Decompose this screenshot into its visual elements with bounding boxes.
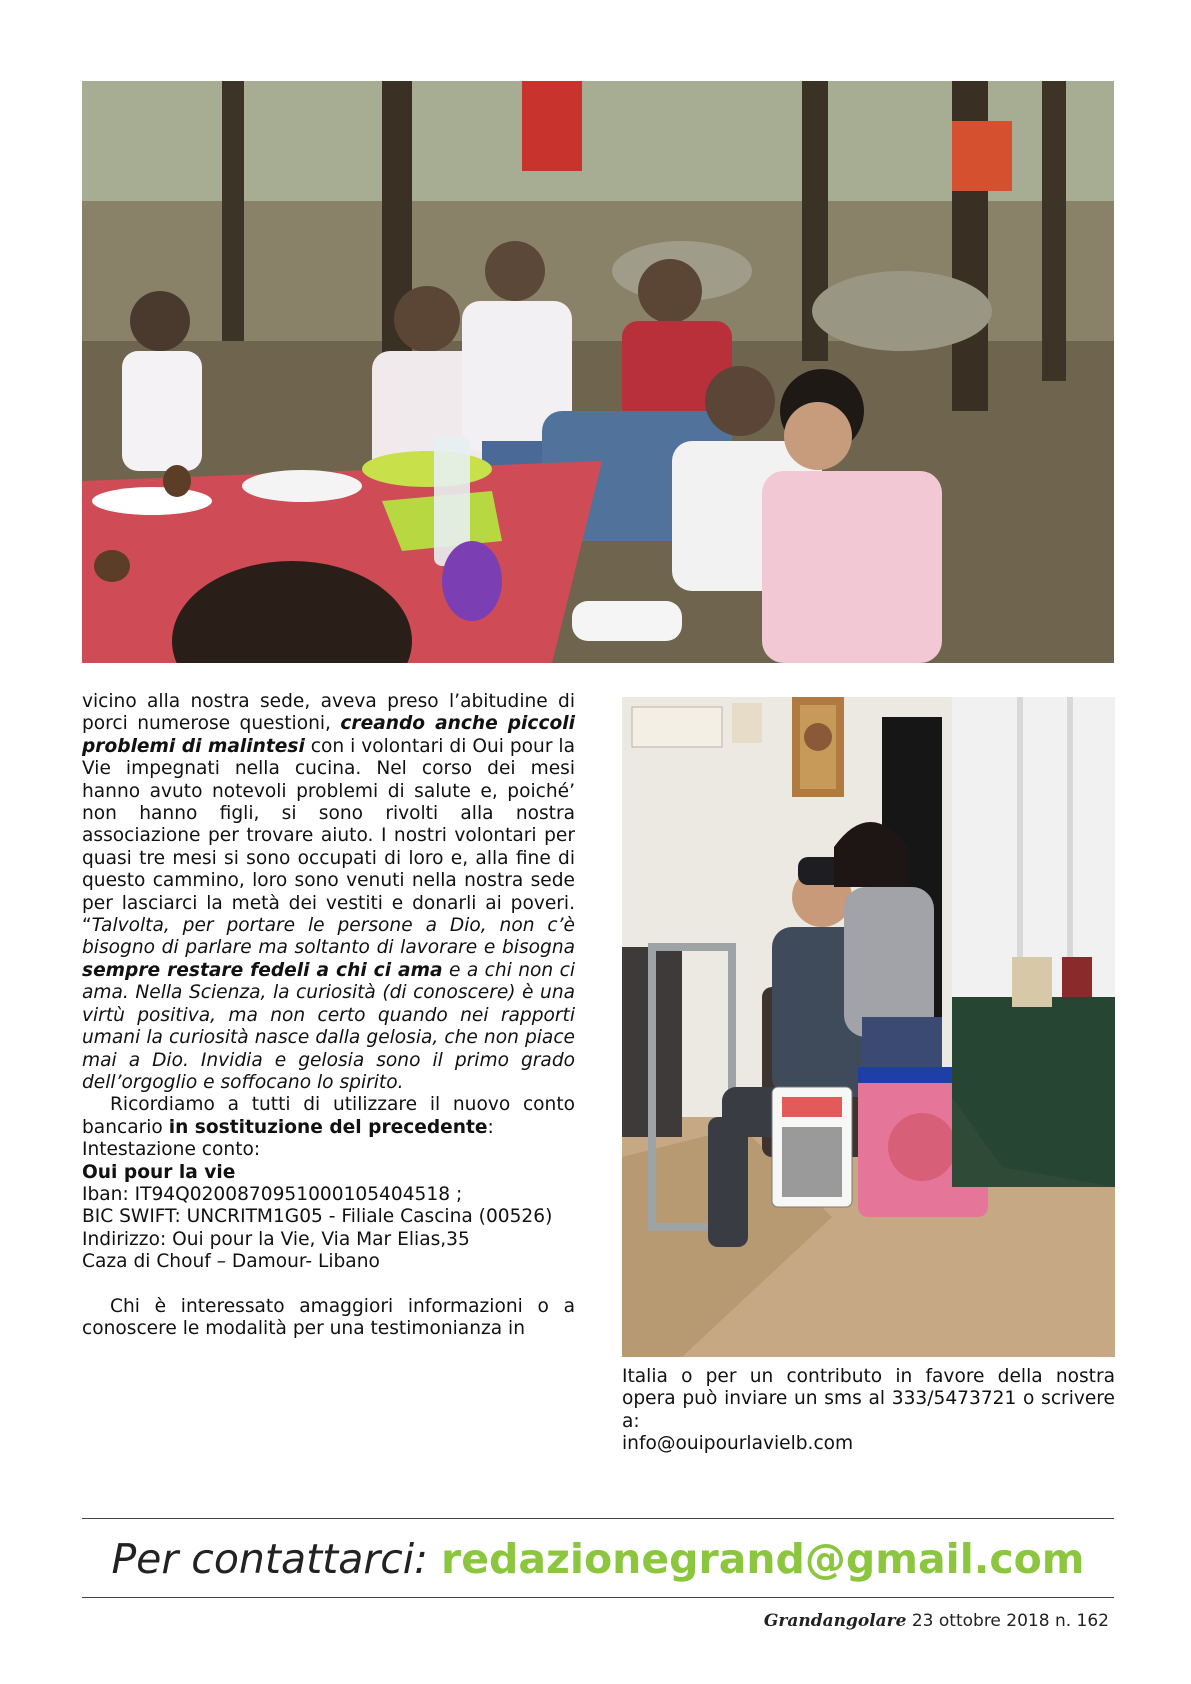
emphasis-sostituzione: in sostituzione del precedente [168,1116,488,1138]
photo-elderly-man [622,697,1115,1357]
quote-text: Talvolta, per portare le persone a Dio, non c’è bisogno di parlare ma soltanto di lavorare e bisogna [82,915,575,959]
contact-label: Per contattarci: [111,1535,442,1583]
emphasis-fedeli: sempre restare fedeli a chi ci ama [82,959,443,981]
article-paragraph-3: Chi è interessato amaggiori informazioni o a conoscere le modalità per una testimonianza in [82,1295,575,1339]
article-left-column [82,691,575,1340]
contact-banner [82,1533,1114,1585]
bank-address-1: Indirizzo: Oui pour la Vie, Via Mar Elias,35 [82,1228,470,1250]
contact-email-link[interactable]: info@ouipourlavielb.com [622,1433,854,1455]
page-footer [764,1611,1109,1631]
divider-top [82,1518,1114,1519]
issue-info: 23 ottobre 2018 n. 162 [906,1611,1109,1631]
article-right-column [622,1366,1115,1456]
contact-email[interactable]: redazionegrand@gmail.com [441,1535,1085,1583]
bank-iban: Iban: IT94Q0200870951000105404518 ; [82,1183,463,1205]
magazine-name: Grandangolare [763,1611,907,1631]
bank-bic: BIC SWIFT: UNCRITM1G05 - Filiale Cascina (00526) [82,1206,553,1228]
article-paragraph-1: vicino alla nostra sede, aveva preso l’abitudine di porci numerose questioni, creando anche piccoli problemi di malintesi con i volontari di Oui pour la Vie impegnati nella cucina. Nel corso dei mesi hanno avuto notevoli problemi di salute e, poiché’ non hanno figli, si sono rivolti alla nostra associazione per trovare aiuto. I nostri volontari per quasi tre mesi si sono occupati di loro e, alla fine di questo cammino, loro sono venuti nella nostra sede per lasciarci la metà dei vestiti e donarli ai poveri. “Talvolta, per portare le persone a Dio, non c’è bisogno di parlare ma soltanto di lavorare e bisogna sempre restare fedeli a chi ci ama e a chi non ci ama. Nella Scienza, la curiosità (di conoscere) è una virtù positiva, ma non certo quando nei rapporti umani la curiosità nasce dalla gelosia, che non piace mai a Dio. Invidia e gelosia sono il primo grado dell’orgoglio e soffocano lo spirito. [82,691,575,1093]
divider-bottom [82,1597,1114,1598]
emphasis-malintesi: creando anche piccoli problemi di malintesi [82,713,575,757]
article-paragraph-4: Italia o per un contributo in favore della nostra opera può inviare un sms al 333/5473721 o scrivere a: [622,1366,1115,1432]
photo-children-picnic-forest-icon [82,81,1114,663]
bank-label: Intestazione conto: [82,1139,261,1161]
bank-address-2: Caza di Chouf – Damour- Libano [82,1251,380,1273]
photo-elderly-man-with-volunteer-icon [622,697,1115,1357]
bank-holder: Oui pour la vie [82,1161,236,1183]
article-paragraph-2: Ricordiamo a tutti di utilizzare il nuovo conto bancario in sostituzione del precedente: [82,1094,575,1138]
photo-children-picnic [82,81,1114,663]
spacer [82,1274,575,1296]
quote-text-end: e a chi non ci ama. Nella Scienza, la curiosità (di conoscere) è una virtù positiva, ma non certo quando nei rapporti umani la curiosità nasce dalla gelosia, che non piace mai a Dio. Invidia e gelosia sono il primo grado dell’orgoglio e soffocano lo spirito. [82,959,575,1093]
